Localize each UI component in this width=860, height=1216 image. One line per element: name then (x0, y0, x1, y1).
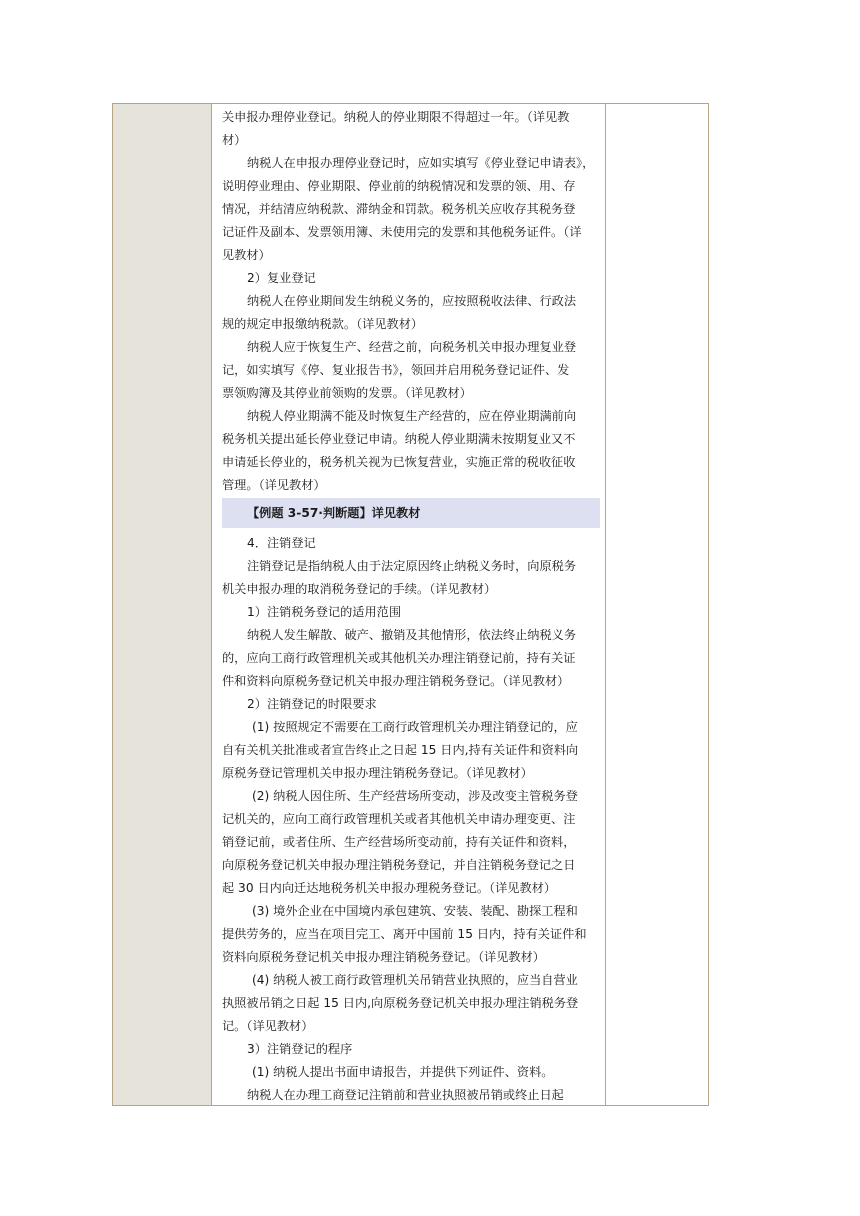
text-line: 税务机关提出延长停业登记申请。纳税人停业期满未按期复业又不 (222, 432, 576, 446)
text-line: 材） (222, 133, 247, 147)
text-line: 说明停业理由、停业期限、停业前的纳税情况和发票的领、用、存 (222, 179, 576, 193)
table-right-column (606, 104, 708, 1105)
text-line: 销登记前，或者住所、生产经营场所变动前，持有关证件和资料， (222, 835, 576, 849)
text-line: 起 30 日内向迁达地税务机关申报办理税务登记。（详见教材） (222, 881, 557, 895)
text-line: 记。（详见教材） (222, 1019, 314, 1033)
example-heading: 【例题 3-57·判断题】详见教材 (222, 498, 600, 528)
subheading: 1）注销税务登记的适用范围 (247, 605, 402, 619)
text-line: 件和资料向原税务登记机关申报办理注销税务登记。（详见教材） (222, 674, 570, 688)
content-table (112, 103, 709, 1106)
text-line: 自有关机关批准或者宣告终止之日起 15 日内,持有关证件和资料向 (222, 743, 579, 757)
text-line: 资料向原税务登记机关申报办理注销税务登记。（详见教材） (222, 950, 545, 964)
text-line: 票领购簿及其停业前领购的发票。（详见教材） (222, 386, 472, 400)
subheading: 3）注销登记的程序 (247, 1042, 353, 1056)
text-line: 向原税务登记机关申报办理注销税务登记，并自注销税务登记之日 (222, 858, 576, 872)
text-line: 纳税人在停业期间发生纳税义务的，应按照税收法律、行政法 (247, 294, 577, 308)
text-line: 管理。（详见教材） (222, 478, 326, 492)
text-line: 纳税人停业期满不能及时恢复生产经营的，应在停业期满前向 (247, 409, 577, 423)
text-line: 记，如实填写《停、复业报告书》，领回并启用税务登记证件、发 (222, 363, 570, 377)
section-heading: 4．注销登记 (247, 536, 316, 550)
text-line: 的，应向工商行政管理机关或其他机关办理注销登记前，持有关证 (222, 651, 576, 665)
subheading: 2）注销登记的时限要求 (247, 697, 377, 711)
text-line: 注销登记是指纳税人由于法定原因终止纳税义务时，向原税务 (247, 559, 577, 573)
text-line: (4) 纳税人被工商行政管理机关吊销营业执照的，应当自营业 (252, 973, 578, 987)
text-line: (2) 纳税人因住所、生产经营场所变动，涉及改变主管税务登 (252, 789, 578, 803)
text-block (222, 106, 600, 1107)
text-line: 纳税人在申报办理停业登记时，应如实填写《停业登记申请表》， (247, 156, 595, 170)
text-line: 申请延长停业的，税务机关视为已恢复营业，实施正常的税收征收 (222, 455, 576, 469)
text-line: 纳税人发生解散、破产、撤销及其他情形，依法终止纳税义务 (247, 628, 577, 642)
text-line: 规的规定申报缴纳税款。（详见教材） (222, 317, 424, 331)
text-line: 关申报办理停业登记。纳税人的停业期限不得超过一年。（详见教 (222, 110, 570, 124)
text-line: 纳税人应于恢复生产、经营之前，向税务机关申报办理复业登 (247, 340, 577, 354)
text-line: 原税务登记管理机关申报办理注销税务登记。（详见教材） (222, 766, 533, 780)
table-content-column (212, 104, 606, 1105)
text-line: 记机关的，应向工商行政管理机关或者其他机关申请办理变更、注 (222, 812, 576, 826)
text-line: (1) 纳税人提出书面申请报告，并提供下列证件、资料。 (252, 1065, 554, 1079)
text-line: 提供劳务的，应当在项目完工、离开中国前 15 日内，持有关证件和 (222, 927, 587, 941)
text-line: (3) 境外企业在中国境内承包建筑、安装、装配、勘探工程和 (252, 904, 578, 918)
subheading: 2）复业登记 (247, 271, 316, 285)
text-line: 机关申报办理的取消税务登记的手续。（详见教材） (222, 582, 497, 596)
table-left-column (113, 104, 212, 1105)
text-line: 纳税人在办理工商登记注销前和营业执照被吊销或终止日起 (247, 1088, 564, 1102)
text-line: 执照被吊销之日起 15 日内,向原税务登记机关申报办理注销税务登 (222, 996, 579, 1010)
text-line: 记证件及副本、发票领用簿、未使用完的发票和其他税务证件。（详 (222, 225, 582, 239)
text-line: 情况，并结清应纳税款、滞纳金和罚款。税务机关应收存其税务登 (222, 202, 576, 216)
text-line: (1) 按照规定不需要在工商行政管理机关办理注销登记的，应 (252, 720, 578, 734)
text-line: 见教材） (222, 248, 271, 262)
